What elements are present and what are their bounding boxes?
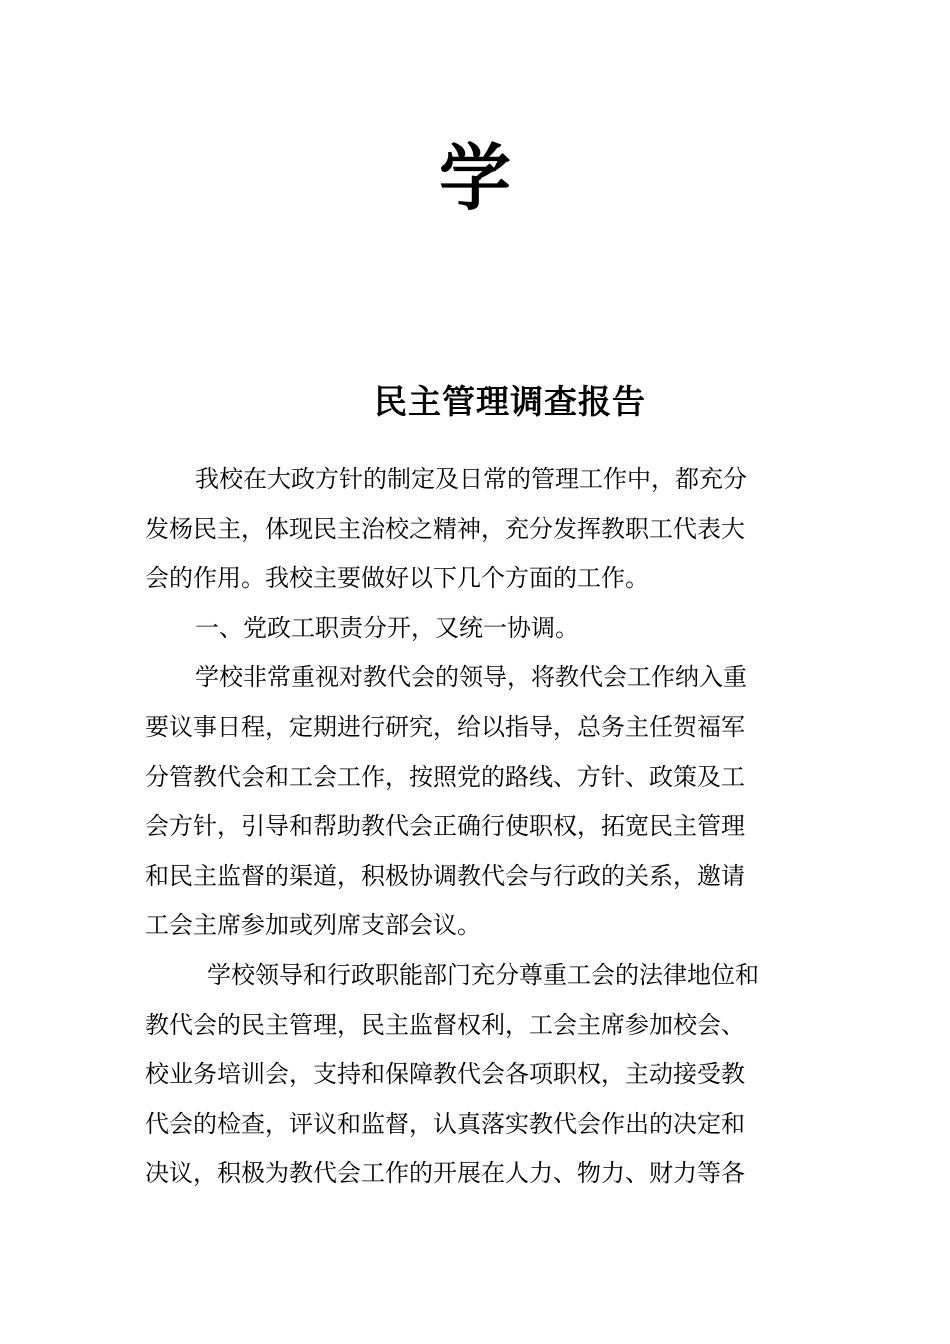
paragraph-line: 代会的检查，评议和监督，认真落实教代会作出的决定和 xyxy=(145,1110,745,1138)
paragraph-line: 会方针，引导和帮助教代会正确行使职权，拓宽民主管理 xyxy=(145,812,745,840)
paragraph-line: 发杨民主，体现民主治校之精神，充分发挥教职工代表大 xyxy=(145,515,745,543)
paragraph-line: 分管教代会和工会工作，按照党的路线、方针、政策及工 xyxy=(145,763,745,791)
paragraph-line: 和民主监督的渠道，积极协调教代会与行政的关系，邀请 xyxy=(145,862,745,890)
paragraph-line: 教代会的民主管理，民主监督权利，工会主席参加校会、 xyxy=(145,1011,745,1039)
paragraph-line: 工会主席参加或列席支部会议。 xyxy=(145,911,481,939)
paragraph-line: 校业务培训会，支持和保障教代会各项职权，主动接受教 xyxy=(145,1060,745,1088)
paragraph-line: 学校非常重视对教代会的领导，将教代会工作纳入重 xyxy=(195,663,747,691)
paragraph-line: 会的作用。我校主要做好以下几个方面的工作。 xyxy=(145,564,649,592)
paragraph-line: 学校领导和行政职能部门充分尊重工会的法律地位和 xyxy=(207,961,759,989)
paragraph-line: 决议，积极为教代会工作的开展在人力、物力、财力等各 xyxy=(145,1159,745,1187)
document-title: 民主管理调查报告 xyxy=(374,382,646,421)
paragraph-line: 我校在大政方针的制定及日常的管理工作中，都充分 xyxy=(195,465,747,493)
section-heading: 一、党政工职责分开，又统一协调。 xyxy=(195,614,579,642)
heading-character: 学 xyxy=(438,135,511,220)
paragraph-line: 要议事日程，定期进行研究，给以指导，总务主任贺福军 xyxy=(145,713,745,741)
